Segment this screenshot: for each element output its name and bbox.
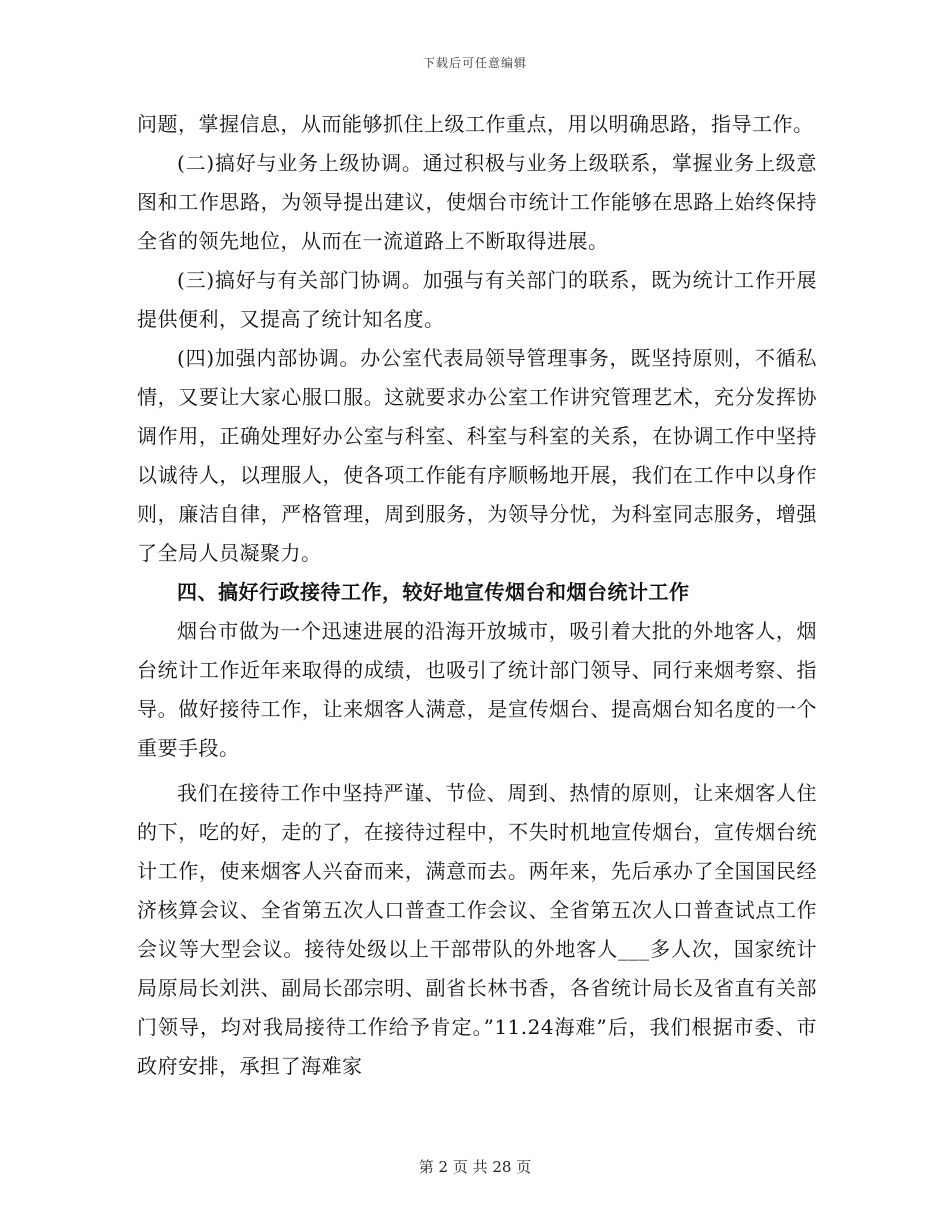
page-number-footer: 第 2 页 共 28 页 — [418, 1158, 532, 1176]
page-header-note: 下载后可任意编辑 — [422, 56, 527, 70]
paragraph-continuation: 问题，掌握信息，从而能够抓住上级工作重点，用以明确思路，指导工作。 — [137, 112, 814, 136]
document-body — [137, 105, 817, 1086]
paragraph-reception-detail: 我们在接待工作中坚持严谨、节俭、周到、热情的原则，让来烟客人住的下，吃的好，走的了，在接待过程中，不失时机地宣传烟台，宣传烟台统计工作，使来烟客人兴奋而来，满意而去。两年来，先后承办了全国国民经济核算会议、全省第五次人口普查工作会议、全省第五次人口普查试点工作会议等大型会议。接待处级以上干部带队的外地客人___多人次，国家统计局原局长刘洪、副局长邵宗明、副省长林书香，各省统计局长及省直有关部门领导，均对我局接待工作给予肯定。”11.24海难”后，我们根据市委、市政府安排，承担了海难家 — [137, 781, 817, 1078]
paragraph-section-2: (二)搞好与业务上级协调。通过积极与业务上级联系，掌握业务上级意图和工作思路，为领导提出建议，使烟台市统计工作能够在思路上始终保持全省的领先地位，从而在一流道路上不断取得进展。 — [137, 151, 817, 253]
paragraph-section-4: (四)加强内部协调。办公室代表局领导管理事务，既坚持原则，不循私情，又要让大家心服口服。这就要求办公室工作讲究管理艺术，充分发挥协调作用，正确处理好办公室与科室、科室与科室的关系，在协调工作中坚持以诚待人，以理服人，使各项工作能有序顺畅地开展，我们在工作中以身作则，廉洁自律，严格管理，周到服务，为领导分忧，为科室同志服务，增强了全局人员凝聚力。 — [137, 346, 817, 565]
paragraph-reception-intro: 烟台市做为一个迅速进展的沿海开放城市，吸引着大批的外地客人，烟台统计工作近年来取得的成绩，也吸引了统计部门领导、同行来烟考察、指导。做好接待工作，让来烟客人满意，是宣传烟台、提高烟台知名度的一个重要手段。 — [137, 619, 817, 760]
paragraph-section-3: (三)搞好与有关部门协调。加强与有关部门的联系，既为统计工作开展提供便利，又提高了统计知名度。 — [137, 268, 817, 331]
section-heading: 四、搞好行政接待工作，较好地宣传烟台和烟台统计工作 — [177, 580, 690, 604]
